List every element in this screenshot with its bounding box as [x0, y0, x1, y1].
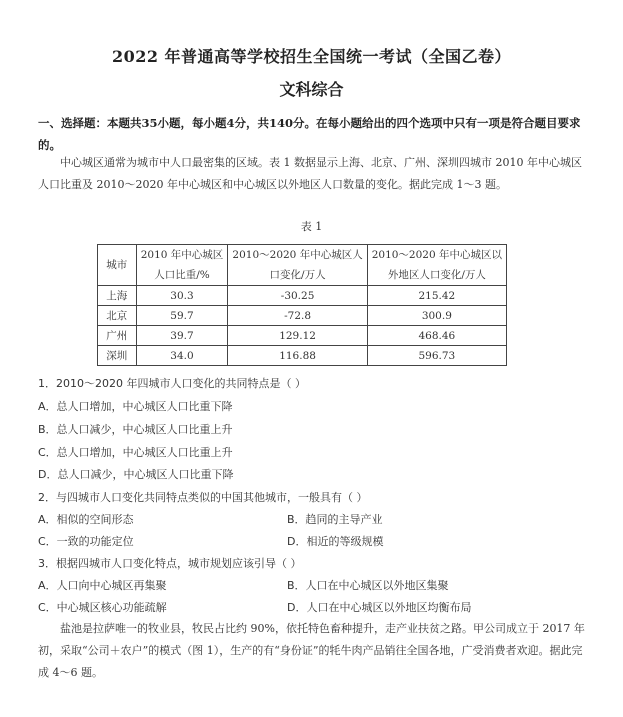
table-cell: -72.8: [228, 306, 367, 326]
table-header-cell: 2010～2020 年中心城区以外地区人口变化/万人: [367, 245, 506, 286]
table-header-cell: 城市: [98, 245, 137, 286]
question-3-option-b: B．人口在中心城区以外地区集聚: [287, 579, 449, 592]
table-header-cell: 2010 年中心城区人口比重/%: [136, 245, 228, 286]
table-cell: 34.0: [136, 346, 228, 366]
question-1-option-b: B．总人口减少，中心城区人口比重上升: [38, 423, 233, 436]
question-2-option-d: D．相近的等级规模: [287, 535, 384, 548]
page-title: 2022 年普通高等学校招生全国统一考试（全国乙卷）: [111, 47, 512, 66]
table-cell: 468.46: [367, 326, 506, 346]
intro-paragraph: 中心城区通常为城市中人口最密集的区域。表 1 数据显示上海、北京、广州、深圳四城市 2010 年中心城区人口比重及 2010～2020 年中心城区和中心城区以外地区人口数量的变化。据此完成 1～3 题。: [38, 156, 582, 191]
table-row: [98, 306, 507, 326]
table-cell: 广州: [98, 326, 137, 346]
page-subtitle: 文科综合: [279, 80, 344, 99]
table-cell: 129.12: [228, 326, 367, 346]
table-cell: 116.88: [228, 346, 367, 366]
question-3-stem: 3．根据四城市人口变化特点，城市规划应该引导（ ）: [38, 557, 302, 570]
table-cell: 59.7: [136, 306, 228, 326]
question-3-option-a: A．人口向中心城区再集聚: [38, 579, 167, 592]
question-2-stem: 2．与四城市人口变化共同特点类似的中国其他城市，一般具有（ ）: [38, 491, 368, 504]
table-cell: -30.25: [228, 286, 367, 306]
question-3-option-d: D．人口在中心城区以外地区均衡布局: [287, 601, 472, 614]
question-1-stem: 1．2010～2020 年四城市人口变化的共同特点是（ ）: [38, 377, 306, 390]
table-cell: 深圳: [98, 346, 137, 366]
table-cell: 39.7: [136, 326, 228, 346]
table-cell: 215.42: [367, 286, 506, 306]
table-cell: 30.3: [136, 286, 228, 306]
question-1-option-c: C．总人口增加，中心城区人口比重上升: [38, 446, 233, 459]
table-cell: 北京: [98, 306, 137, 326]
table-row: [98, 286, 507, 306]
question-1-option-d: D．总人口减少，中心城区人口比重下降: [38, 468, 234, 481]
question-2-option-b: B．趋同的主导产业: [287, 513, 383, 526]
table-header-cell: 2010～2020 年中心城区人口变化/万人: [228, 245, 367, 286]
section-heading: 一、选择题：本题共35小题，每小题4分，共140分。在每小题给出的四个选项中只有一项是符合题目要求的。: [38, 116, 581, 152]
table-cell: 上海: [98, 286, 137, 306]
table-cell: 300.9: [367, 306, 506, 326]
closing-paragraph: 盐池是拉萨唯一的牧业县，牧民占比约 90%，依托特色畜种提升，走产业扶贫之路。甲公司成立于 2017 年初，采取“公司＋农户”的模式（图 1），生产的有“身份证”的牦牛肉产品销往全国各地，广受消费者欢迎。据此完成 4～6 题。: [38, 622, 585, 679]
table-cell: 596.73: [367, 346, 506, 366]
question-3-option-c: C．中心城区核心功能疏解: [38, 601, 167, 614]
table-row: [98, 346, 507, 366]
table-row: [98, 326, 507, 346]
population-table: [97, 244, 507, 366]
question-2-option-c: C．一致的功能定位: [38, 535, 134, 548]
table-caption: 表 1: [300, 220, 323, 233]
table-header-row: [98, 245, 507, 286]
question-2-option-a: A．相似的空间形态: [38, 513, 134, 526]
question-1-option-a: A．总人口增加，中心城区人口比重下降: [38, 400, 233, 413]
